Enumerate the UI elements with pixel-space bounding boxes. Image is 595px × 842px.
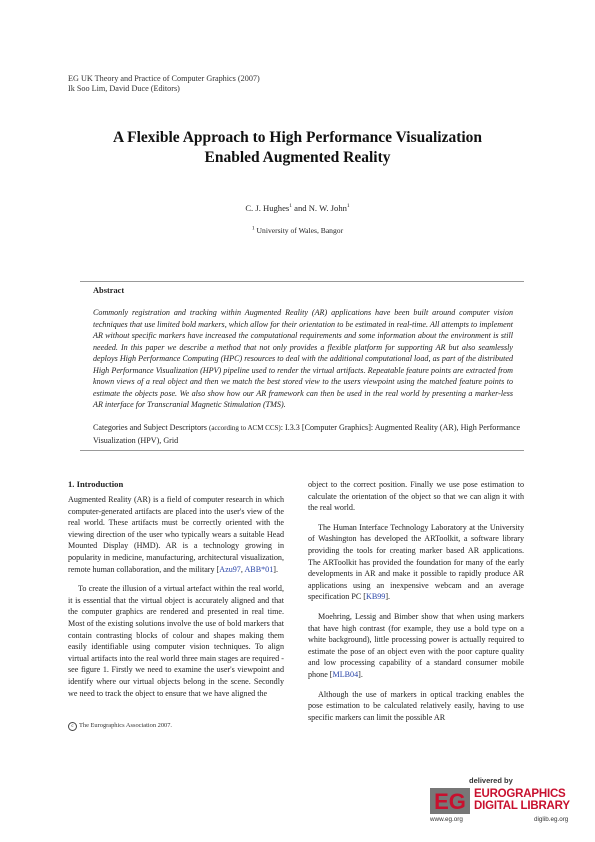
abstract-bottom-rule	[80, 450, 524, 451]
section-heading-introduction: 1. Introduction	[68, 479, 124, 489]
copyright-icon: c	[68, 722, 77, 731]
author-affil-sup: 1	[289, 203, 293, 210]
affiliation	[40, 226, 555, 235]
categories-according: (according to ACM CCS)	[209, 424, 281, 432]
affiliation-text: University of Wales, Bangor	[256, 226, 344, 235]
eg-logo-text: EG	[434, 789, 466, 814]
paragraph-text: ,	[240, 564, 245, 574]
author-list	[40, 203, 555, 213]
author-john: and N. W. John	[292, 203, 347, 213]
affiliation-sup: 1	[251, 225, 255, 232]
citation-link[interactable]: KB99	[366, 592, 386, 602]
eg-url[interactable]: www.eg.org	[430, 816, 463, 823]
categories-text: : I.3.3 [Computer Graphics]: Augmented Reality (AR), High Performance Visualization (HPV), Grid	[93, 423, 521, 445]
paragraph-text: The Human Interface Technology Laboratory at the University of Washington has developed the ARToolkit, a software library providing the tools for creating marker based AR applications. The ARToolkit has provided the foundation for many of the early developments in AR and make it possible to rapidly produce AR applications using an inexpensive webcam and an average specification PC [	[308, 522, 524, 602]
title-line-1: A Flexible Approach to High Performance Visualization	[112, 129, 483, 146]
citation-link[interactable]: ABB*01	[244, 564, 274, 574]
eg-digital-library-badge[interactable]	[426, 776, 578, 826]
running-header-conference: EG UK Theory and Practice of Computer Graphics (2007)	[68, 74, 260, 83]
citation-link[interactable]: Azu97	[219, 564, 241, 574]
running-header-editors: Ik Soo Lim, David Duce (Editors)	[68, 84, 180, 93]
paragraph: To create the illusion of a virtual artefact within the real world, it is essential that the virtual object is accurately aligned and that the computer graphics are rendered and presented in real time. Most of the existing solutions involve the use of bold markers that contain contrasting blocks of colour and shapes making them easily identifiable using computer vision techniques. To align virtual artifacts into the real world three main stages are required - see figure 1. Firstly we need to examine the user's viewpoint and identify where our virtual objects belong in the scene. Secondly we need to track the object to ensure that we have aligned the	[68, 584, 284, 698]
column-right	[308, 479, 524, 731]
paper-title	[40, 128, 555, 168]
paragraph-text: Augmented Reality (AR) is a field of computer research in which computer-generated artifacts are placed into the user's view of the real world. These artifacts must be correctly oriented with the viewing direction of the user who typically wears a suitable Head Mounted Display (HMD). AR is a technology growing in popularity in medicine, manufacturing, architectural visualization, remote human collaboration, and the military [	[68, 495, 284, 574]
paragraph: object to the correct position. Finally we use pose estimation to calculate the orientation of the object so that we can align it with the real world.	[308, 480, 524, 513]
paragraph	[308, 522, 524, 603]
paragraph-text: Moehring, Lessig and Bimber show that when using markers that have high contrast (for example, they use a bold type on a white background), little processing power is actually required to estimate the pose of an object even with the poor capture quality and low processing capability of a standard consumer mobile phone [	[308, 611, 524, 679]
abstract-heading: Abstract	[93, 286, 125, 295]
brand-line-1: EUROGRAPHICS	[474, 788, 566, 800]
column-left	[68, 494, 284, 707]
title-line-2: Enabled Augmented Reality	[204, 149, 391, 166]
paragraph-text: ].	[358, 669, 363, 679]
delivered-by-label: delivered by	[469, 776, 513, 785]
eg-logo-icon	[430, 788, 470, 814]
copyright-footer	[68, 722, 172, 731]
brand-line-2: DIGITAL LIBRARY	[474, 800, 570, 812]
paragraph-text: ].	[385, 592, 391, 602]
categories	[93, 422, 523, 446]
paragraph: Although the use of markers in optical tracking enables the pose estimation to be calculated relatively easily, having to use specific markers can limit the possible AR	[308, 689, 524, 722]
paragraph-text: ].	[273, 564, 278, 574]
abstract-top-rule	[80, 281, 524, 282]
diglib-url[interactable]: diglib.eg.org	[534, 816, 569, 823]
citation-link[interactable]: MLB04	[332, 669, 359, 679]
author-affil-sup: 1	[346, 203, 350, 210]
paragraph	[68, 494, 284, 575]
author-hughes: C. J. Hughes	[245, 203, 290, 213]
abstract-text: Commonly registration and tracking within Augmented Reality (AR) applications have been built around computer vision techniques that use limited bold markers, which allow for their orientation to be estimated in real-time. All attempts to implement AR without specific markers have increased the computational requirements and some information about the environment is still needed. In this paper we describe a method that not only provides a flexible platform for supporting AR but also seamlessly deploys High Performance Computing (HPC) resources to deal with the additional computational load, as part of the distributed High Performance Visualization (HPV) pipeline used to render the virtual artifacts. Repeatable feature points are extracted from known views of a real object and then we match the best stored view to the users viewpoint using the matched feature points to estimate the objects pose. We also show how our AR framework can then be used in the real world by presenting a marker-less AR interface for Transcranial Magnetic Stimulation (TMS).	[93, 308, 513, 409]
copyright-text: The Eurographics Association 2007.	[79, 722, 173, 729]
categories-label: Categories and Subject Descriptors	[93, 423, 207, 432]
paragraph	[308, 611, 524, 681]
